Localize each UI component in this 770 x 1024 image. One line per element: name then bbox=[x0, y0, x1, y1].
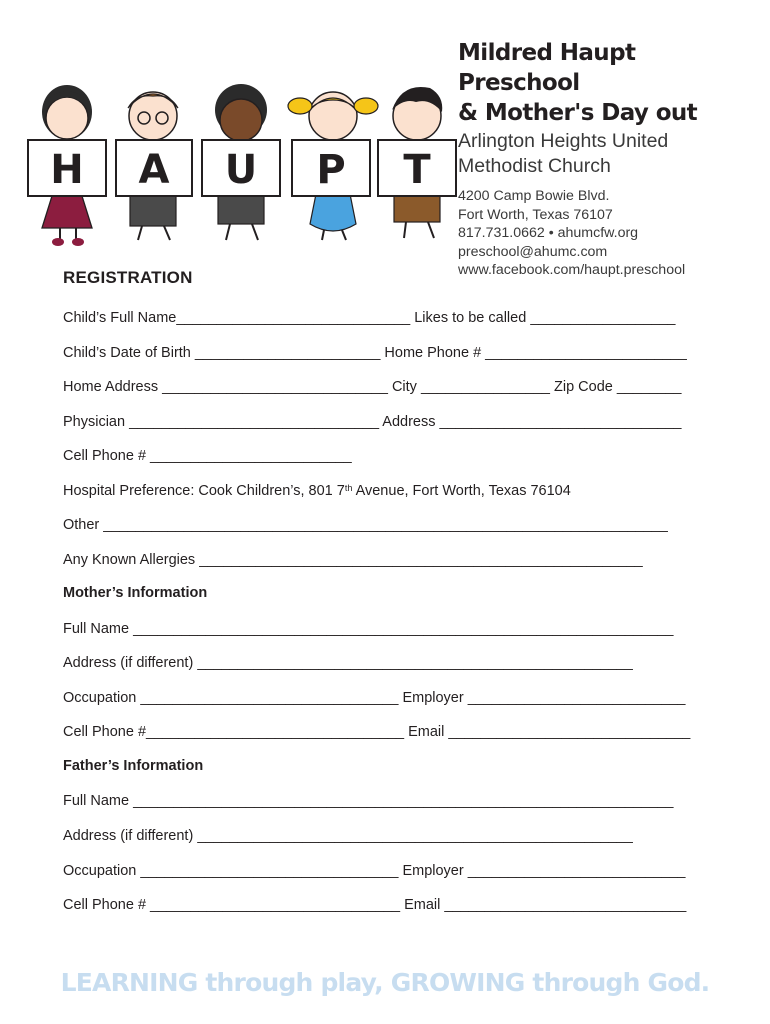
home-address-line[interactable]: Home Address ____________________________ City ________________ Zip Code ________ bbox=[63, 379, 682, 395]
church-name-line2: Methodist Church bbox=[458, 155, 611, 177]
form-title: REGISTRATION bbox=[63, 268, 193, 287]
letter-sign-u bbox=[202, 140, 280, 196]
phone-and-website: 817.731.0662 • ahumcfw.org bbox=[458, 225, 639, 241]
allergies-line[interactable]: Any Known Allergies _______________________________________________________ bbox=[63, 552, 643, 568]
letter-sign-h bbox=[28, 140, 106, 196]
mother-full-name-line[interactable]: Full Name ___________________________________________________________________ bbox=[63, 621, 674, 637]
facebook-url: www.facebook.com/haupt.preschool bbox=[458, 262, 686, 278]
svg-text:H: H bbox=[50, 147, 84, 193]
svg-text:U: U bbox=[224, 147, 258, 193]
mother-cell-email-line[interactable]: Cell Phone #________________________________ Email ______________________________ bbox=[63, 724, 691, 740]
letter-sign-t bbox=[378, 140, 456, 196]
physician-line[interactable]: Physician _______________________________ Address ______________________________ bbox=[63, 414, 682, 430]
father-full-name-line[interactable]: Full Name ___________________________________________________________________ bbox=[63, 793, 674, 809]
svg-text:A: A bbox=[138, 147, 170, 193]
letter-sign-a bbox=[116, 140, 192, 196]
mother-occupation-line[interactable]: Occupation ________________________________ Employer ___________________________ bbox=[63, 690, 686, 706]
city-state-zip: Fort Worth, Texas 76107 bbox=[458, 206, 613, 223]
school-name-line2: & Mother's Day out bbox=[458, 100, 698, 126]
mother-address-line[interactable]: Address (if different) ______________________________________________________ bbox=[63, 655, 633, 671]
birth-date-phone-line[interactable]: Child’s Date of Birth _______________________ Home Phone # _________________________ bbox=[63, 345, 687, 361]
street-address: 4200 Camp Bowie Blvd. bbox=[458, 188, 610, 204]
school-contact-block bbox=[458, 38, 758, 280]
school-name-line1: Mildred Haupt Preschool bbox=[458, 40, 636, 96]
children-illustration bbox=[20, 78, 458, 248]
hospital-preference: Hospital Preference: Cook Children’s, 801 7th Avenue, Fort Worth, Texas 76104 bbox=[63, 483, 571, 499]
footer-slogan: LEARNING through play, GROWING through God. bbox=[60, 968, 710, 997]
mother-section-heading: Mother’s Information bbox=[63, 585, 208, 601]
father-section-heading: Father’s Information bbox=[63, 758, 204, 774]
child-name-line[interactable]: Child’s Full Name_____________________________ Likes to be called __________________ bbox=[63, 310, 676, 326]
email-address: preschool@ahumc.com bbox=[458, 243, 608, 260]
father-occupation-line[interactable]: Occupation ________________________________ Employer ___________________________ bbox=[63, 863, 686, 879]
father-cell-email-line[interactable]: Cell Phone # _______________________________ Email ______________________________ bbox=[63, 897, 687, 913]
physician-cell-line[interactable]: Cell Phone # _________________________ bbox=[63, 448, 352, 464]
svg-text:T: T bbox=[403, 147, 431, 193]
svg-text:P: P bbox=[316, 147, 346, 193]
church-name-line1: Arlington Heights United bbox=[458, 130, 669, 152]
father-address-line[interactable]: Address (if different) ______________________________________________________ bbox=[63, 828, 633, 844]
other-line[interactable]: Other ______________________________________________________________________ bbox=[63, 517, 668, 533]
letter-sign-p bbox=[292, 140, 370, 196]
